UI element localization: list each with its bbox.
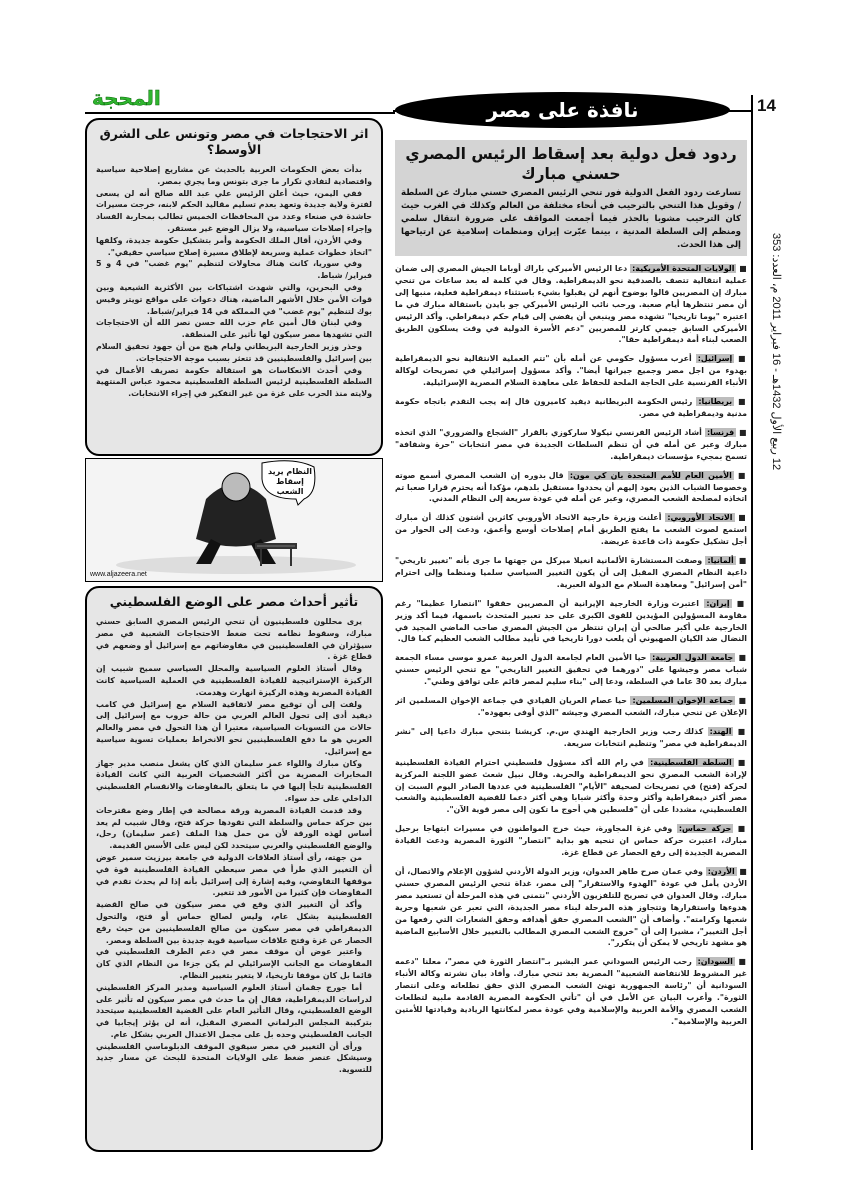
paragraph: وفي أحدث الانعكاسات هو استقالة حكومة تصريف الأعمال في السلطة الفلسطينية لرئيس السلطة الفلسطينية محمود عباس المنتهية ولايته منذ الحرب على غزة من غير التفكير في إجراء الانتخابات. (96, 365, 372, 399)
lead-headline: ردود فعل دولية بعد إسقاط الرئيس المصري حسني مبارك (405, 145, 737, 183)
reactions-column (395, 263, 747, 1150)
paragraph: أما جورج جقمان أستاذ العلوم السياسية ومدير المركز الفلسطيني لدراسات الديمقراطية، فقال إن ما حدث في مصر سيكون له تأثير على الوضع الفلسطيني، وقال التأثير العام على القضية الفلسطينية سيتحدد بتركيبة المجلس البرلماني المصري المقبل، أنه لن يؤثر إيجابيا في الجانب الفلسطيني وحده بل على مجمل الاعتدال العربي بشكل عام. (96, 982, 372, 1039)
reaction-item: ■ جامعة الدول العربية: حيا الأمين العام لجامعة الدول العربية عمرو موسى مساء الجمعة شباب مصر وجيشها على "دورهما في تحقيق التغيير التاريخي" مع تنحي الرئيس حسني مبارك بعد 30 عاما في السلطة، ودعا إلى "بناء سليم لمصر قائم على توافق وطني". (395, 653, 747, 687)
right-column (395, 140, 747, 1150)
paragraph: وقد قدمت القيادة المصرية ورقة مصالحة في إطار وضع مقترحات بين حركة حماس والسلطة التي تقودها حركة فتح، وقال شبيب لم يعد أساس لهذه الورقة لأن من حمل هذا الملف (عمر سليمان) رحل، والوضع الفلسطيني والعربي سيتحدد لكن ليس على الأسس القديمة. (96, 805, 372, 851)
reaction-item: ■ السلطة الفلسطينية: في رام الله أكد مسؤول فلسطيني احترام القيادة الفلسطينية لإرادة الشعب المصري نحو الديمقراطية والحرية. وقال نبيل شعث عضو اللجنة المركزية لحركة (فتح) في تصريحات لصحيفة "الأيام" الفلسطينية في عددها الصادر اليوم السبت إن مصر أكثر ديمقراطية وأكثر وحدة وأكثر شبابا وهي أكثر دعما للقضية الفلسطينية والشعب الفلسطيني، مشددا على أن "فلسطين هي أحوج ما تكون إلى مصر قوية الآن". (395, 757, 747, 815)
reaction-text: أشاد الرئيس الفرنسي نيكولا ساركوزي بالقرار "الشجاع والضروري" الذي اتخذه مبارك وعبر عن أمله في أن تنظم السلطات الجديدة في مصر انتخابات "حرة وشفافة" تسمح بمجيء مؤسسات ديمقراطية. (395, 427, 747, 461)
reaction-item: ■ الأمين العام للأمم المتحدة بان كي مون: قال بدوره إن الشعب المصري أسمع صوته وخصوصا الشباب الذين يعود إليهم أن يحددوا مستقبل بلدهم، مؤكدا أنه يحترم قرارا صعبا تم اتخاذه لمصلحة الشعب المصري، وعبر عن أمله في عودة سريعة إلى النظام المدني. (395, 470, 747, 504)
paragraph: واعتبر عوض أن موقف مصر في دعم الطرف الفلسطيني في المفاوضات مع الجانب الإسرائيلي لم يكن جزءا من النظام الذي كان قائما بل كان موقفا تاريخيا، لا يتغير بتغيير النظام. (96, 947, 372, 980)
reaction-country: الهند: (709, 726, 732, 736)
reaction-item: ■ ألمانيا: وصفت المستشارة الألمانية انغيلا ميركل من جهتها ما جرى بأنه "تغيير تاريخي" داعية النظام المصري المقبل إلى أن يكون التغيير السياسي سلميا ومنظما وإلى احترام "أمن إسرائيل" ومعاهدة السلام مع الدولة العبرية. (395, 556, 747, 589)
paragraph: ورأى أن التغيير في مصر سيقوي الموقف الدبلوماسي الفلسطيني وسيشكل عنصر ضغط على الولايات المتحدة للبحث عن مسار جديد للتسوية. (96, 1041, 372, 1075)
paragraph: وفي الأردن، أقال الملك الحكومة وأمر بتشكيل حكومة جديدة، وكلفها "اتخاذ خطوات عملية وسريعة لإطلاق مسيرة إصلاح سياسي حقيقي". (96, 235, 372, 257)
reaction-item: ■ فرنسا: أشاد الرئيس الفرنسي نيكولا ساركوزي بالقرار "الشجاع والضروري" الذي اتخذه مبارك وعبر عن أمله في أن تنظم السلطات الجديدة في مصر انتخابات "حرة وشفافة" تسمح بمجيء مؤسسات ديمقراطية. (395, 427, 747, 461)
reaction-text: كذلك رحب وزير الخارجية الهندي س.م. كريشنا بتنحي مبارك داعيا إلى "نشر الديمقراطية في مصر" وتنظيم انتخابات سريعة. (395, 726, 747, 748)
reaction-text: اعتبرت وزارة الخارجية الإيرانية أن المصريين حققوا "انتصارا عظيما" رغم مقاومة المسؤولين المؤيدين للقوى الكبرى على حد تعبير المتحدث باسمها، فيما أكد وزير الخارجية علي أكبر صالحي أن إيران تنتظر من الجيش المصري صاحب الماضي المجيد في النضال ضد الكيان الصهيوني أن يلعب دورا تاريخيا في تأييد مطالب الشعب العظيم كما قال. (395, 598, 747, 644)
reaction-item: ■ الهند: كذلك رحب وزير الخارجية الهندي س.م. كريشنا بتنحي مبارك داعيا إلى "نشر الديمقراطية في مصر" وتنظيم انتخابات سريعة. (395, 726, 747, 748)
reaction-country: حركة حماس: (678, 824, 732, 834)
paragraph: وفي لبنان قال أمين عام حزب الله حسن نصر الله أن الاحتجاجات التي تشهدها مصر سيكون لها تأثير على المنطقة. (96, 318, 372, 340)
reaction-item: ■ السودان: رحب الرئيس السوداني عمر البشير بـ"انتصار الثورة في مصر"، معلنا "دعمه غير المشروط للانتفاضة الشعبية" المصرية بعد تنحي مبارك. وأفاد بيان نشرته وكالة الأنباء السودانية أن "رئاسة الجمهورية تهنئ الشعب المصري الذي حقق تطلعاته وعلى انتصار الثورة". وأعرب البيان عن الأمل في أن "تأتي الحكومة المصرية القادمة ملبية لتطلعات الشعب المصري والأمة العربية والإسلامية وفي عودة مصر لمكانتها الريادية وقيادتها للأمتين العربية والإسلامية". (395, 957, 747, 1026)
reaction-text: وفي غزة المجاورة، حيث خرج المواطنون في مسيرات ابتهاجا برحيل مبارك، اعتبرت حركة حماس ان تنحيه هو بداية "انتصار" الثورة المصرية ودعت القيادة المصرية الجديدة إلى رفع الحصار عن قطاع غزة. (395, 824, 747, 858)
reaction-text: قال بدوره إن الشعب المصري أسمع صوته وخصوصا الشباب الذين يعود إليهم أن يحددوا مستقبل بلدهم، مؤكدا أنه يحترم قرارا صعبا تم اتخاذه لمصلحة الشعب المصري، وعبر عن أمله في عودة سريعة إلى النظام المدني. (395, 470, 747, 504)
reaction-country: ألمانيا: (707, 556, 734, 566)
reaction-country: السلطة الفلسطينية: (650, 757, 732, 767)
reaction-country: الأردن: (707, 866, 735, 876)
section-banner: نافذة على مصر (395, 92, 730, 128)
palestinian-impact-box (85, 586, 383, 1152)
reaction-country: الاتحاد الأوروبي: (667, 513, 733, 523)
column-rule (751, 95, 753, 1150)
reaction-country: إيران: (706, 598, 730, 608)
paragraph: بدأت بعض الحكومات العربية بالحديث عن مشاريع إصلاحية سياسية واقتصادية لتفادي تكرار ما جرى بتونس وما يجري بمصر. (96, 165, 372, 186)
reaction-text: حيا عصام العريان القيادي في جماعة الإخوان المسلمين اثر الإعلان عن تنحي مبارك، الشعب المصري وجيشه "الذي أوفى بعهوده". (395, 696, 747, 717)
paragraph: وقال أستاذ العلوم السياسية والمحلل السياسي سميح شبيب إن الركيزة الإستراتيجية للقيادة الفلسطينية في العملية السياسية كانت القيادة المصرية وهذه الركيزة انهارت وهدمت. (96, 664, 372, 697)
reaction-item: ■ إيران: اعتبرت وزارة الخارجية الإيرانية أن المصريين حققوا "انتصارا عظيما" رغم مقاومة المسؤولين المؤيدين للقوى الكبرى على حد تعبير المتحدث باسمها، فيما أكد وزير الخارجية علي أكبر صالحي أن إيران تنتظر من الجيش المصري صاحب الماضي المجيد في النضال ضد الكيان الصهيوني أن يلعب دورا تاريخيا في تأييد مطالب الشعب العظيم كما قال. (395, 598, 747, 644)
paragraph: وأكد أن التغيير الذي وقع في مصر سيكون في صالح القضية الفلسطينية بشكل عام، وليس لصالح حماس أو فتح، والتحول الديمقراطي في مصر سيكون من صالح الفلسطينيين من حيث رفع الحصار عن غزة وفتح علاقات سياسية قوية جديدة بين السلطة ومصر. (96, 900, 372, 945)
reaction-country: بريطانيا: (698, 397, 733, 407)
reaction-text: أعلنت وزيرة خارجية الاتحاد الأوروبي كاثرين أشتون كذلك أن مبارك استمع لصوت الشعب ما يفتح الطريق أمام إصلاحات أوسع وأعمق، ودعت إلى الحوار من أجل تشكيل حكومة ذات قاعدة عريضة. (395, 513, 747, 547)
political-cartoon (85, 458, 383, 582)
cartoon-speech: النظام يريد إسقاط الشعب (267, 467, 313, 496)
protests-impact-box (85, 118, 383, 456)
reaction-item: ■ جماعة الإخوان المسلمين: حيا عصام العريان القيادي في جماعة الإخوان المسلمين اثر الإعلان عن تنحي مبارك، الشعب المصري وجيشه "الذي أوفى بعهوده". (395, 696, 747, 717)
reaction-text: في رام الله أكد مسؤول فلسطيني احترام القيادة الفلسطينية لإرادة الشعب المصري نحو الديمقراطية والحرية. وقال نبيل شعث عضو اللجنة المركزية لحركة (فتح) في تصريحات لصحيفة "الأيام" الفلسطينية في عددها الصادر اليوم السبت إن مصر أكثر ديمقراطية وأكثر وحدة وأكثر شبابا وهي أكثر دعما للقضية الفلسطينية والشعب الفلسطيني، مشددا على أن "فلسطين هي أحوج ما تكون إلى مصر قوية الآن". (395, 757, 747, 815)
reaction-country: جماعة الإخوان المسلمين: (632, 696, 734, 706)
reaction-item: ■ بريطانيا: رئيس الحكومة البريطانية ديفيد كاميرون قال إنه يجب التقدم باتجاه حكومة مدنية وديمقراطية في مصر. (395, 397, 747, 418)
reaction-country: جامعة الدول العربية: (652, 653, 734, 663)
reaction-text: دعا الرئيس الأميركي باراك أوباما الجيش المصري إلى ضمان عملية انتقالية تتصف بالصدقية نحو الديمقراطية. وقال في كلمة له بعد ساعات من تنحي مبارك إن المصريين قالوا بوضوح أنهم لن يقبلوا بشيء باستثناء ديمقراطية فعلية، منبها إلى أن مصر تنتظرها أيام صعبة. ورحب نائب الرئيس الأميركي جو بايدن باستقالة مبارك في ما اعتبره "يوما تاريخيا" تشهده مصر وينبغي أن يفضي إلى قيام حكم ديمقراطي. وأكد الرئيس الأميركي السابق جيمي كارتر للمصريين "دعم الأسرة الدولية في وقت يسلكون الطريق الصعب لبناء أمة ديمقراطية حقا". (395, 264, 747, 345)
reaction-country: السودان: (697, 957, 733, 967)
reaction-country: فرنسا: (706, 427, 735, 437)
reaction-item: ■ الاتحاد الأوروبي: أعلنت وزيرة خارجية الاتحاد الأوروبي كاثرين أشتون كذلك أن مبارك استمع لصوت الشعب ما يفتح الطريق أمام إصلاحات أوسع وأعمق، ودعت إلى الحوار من أجل تشكيل حكومة ذات قاعدة عريضة. (395, 513, 747, 547)
paragraph: يرى محللون فلسطينيون أن تنحي الرئيس المصري السابق حسني مبارك، وسقوط نظامه تحت ضغط الاحتجاجات الشعبية في مصر سيؤثران في الفلسطينيين في مفاوضاتهم مع إسرائيل أو وضعهم في قطاع غزة . (96, 617, 372, 662)
reaction-item: ■ الأردن: وفي عمان صرح طاهر العدوان، وزير الدولة الأردني لشؤون الإعلام والاتصال، أن الأردن يأمل في عودة "الهدوء والاستقرار" إلى مصر، غداة تنحي الرئيس المصري حسني مبارك. وقال العدوان في تصريح للتلفزيون الأردني "نتمنى في هذه المرحلة أن تستعيد مصر هدوءها واستقرارها وتتجاوز هذه المرحلة لبناء مصر الجديدة، التي تعبر عن شعبها وحرية شعبها وكرامته". وأضاف أن "الشعب المصري حقق أهدافه وحقق الشعارات التي رفعها من أجل التغيير"، مشيرا إلى أن "خروج الشعب المصري المطالب بالتغيير خلال الأسابيع الماضية هو مشهد تاريخي لا يمكن أن يتكرر". (395, 866, 747, 948)
issue-date: 12 ربيع الأول 1432هـ - 16 فبراير 2011 م، العدد: 353 (770, 232, 782, 470)
newspaper-logo: المحجة (92, 86, 161, 110)
box-title: اثر الاحتجاجات في مصر وتونس على الشرق الأوسط؟ (99, 126, 369, 157)
header-rule-left (85, 112, 395, 114)
paragraph: وفي سوريا، كانت هناك محاولات لتنظيم "يوم غضب" في 4 و 5 فبراير/ شباط. (96, 259, 372, 281)
page-number: 14 (757, 96, 776, 115)
reaction-text: رحب الرئيس السوداني عمر البشير بـ"انتصار الثورة في مصر"، معلنا "دعمه غير المشروط للانتفاضة الشعبية" المصرية بعد تنحي مبارك. وأفاد بيان نشرته وكالة الأنباء السودانية أن "رئاسة الجمهورية تهنئ الشعب المصري الذي حقق تطلعاته وعلى انتصار الثورة". وأعرب البيان عن الأمل في أن "تأتي الحكومة المصرية القادمة ملبية لتطلعات الشعب المصري والأمة العربية والإسلامية وفي عودة مصر لمكانتها الريادية وقيادتها للأمتين العربية والإسلامية". (395, 957, 747, 1026)
cartoon-illustration (86, 459, 383, 582)
paragraph: وكان مبارك واللواء عمر سليمان الذي كان يشغل منصب مدير جهاز المخابرات المصرية من أكثر الشخصيات العربية التي كانت القيادة الفلسطينية تلجأ إليها في ما يتعلق بالمفاوضات والانقسام الفلسطيني الداخلي على حد سواء. (96, 758, 372, 803)
reaction-text: حيا الأمين العام لجامعة الدول العربية عمرو موسى مساء الجمعة شباب مصر وجيشها على "دورهما في تحقيق التغيير التاريخي" مع تنحي الرئيس حسني مبارك بعد 30 عاما في السلطة، ودعا إلى "بناء سليم لمصر قائم على توافق وطني". (395, 653, 747, 687)
reaction-item: ■ إسرائيل: أعرب مسؤول حكومي عن أمله بأن "تتم العملية الانتقالية نحو الديمقراطية بهدوء من اجل مصر وجميع جيرانها أيضا". وأكد مسؤول إسرائيلي في تصريحات لوكالة الأنباء الفرنسية على الحاجة الملحة للحفاظ على معاهدة السلام المصرية الإسرائيلية. (395, 354, 747, 388)
cartoon-credit: www.aljazeera.net (90, 571, 147, 578)
reaction-country: الولايات المتحدة الأمريكية: (632, 264, 735, 273)
reaction-country: الأمين العام للأمم المتحدة بان كي مون: (569, 470, 732, 480)
reaction-text: وصفت المستشارة الألمانية انغيلا ميركل من جهتها ما جرى بأنه "تغيير تاريخي" داعية النظام المصري المقبل إلى أن يكون التغيير السياسي سلميا ومنظما وإلى احترام "أمن إسرائيل" ومعاهدة السلام مع الدولة العبرية. (395, 556, 747, 589)
reaction-text: أعرب مسؤول حكومي عن أمله بأن "تتم العملية الانتقالية نحو الديمقراطية بهدوء من اجل مصر وجميع جيرانها أيضا". وأكد مسؤول إسرائيلي في تصريحات لوكالة الأنباء الفرنسية على الحاجة الملحة للحفاظ على معاهدة السلام المصرية الإسرائيلية. (395, 354, 747, 388)
paragraph: وفي البحرين، والتي شهدت اشتباكات بين الأكثرية الشيعية وبين قوات الأمن خلال الأشهر الماضية، هناك دعوات على مواقع تويتر وفيس بوك لتنظيم "يوم غضب" في المملكة في 14 فبراير/شباط. (96, 282, 372, 316)
reaction-item: ■ حركة حماس: وفي غزة المجاورة، حيث خرج المواطنون في مسيرات ابتهاجا برحيل مبارك، اعتبرت حركة حماس ان تنحيه هو بداية "انتصار" الثورة المصرية ودعت القيادة المصرية الجديدة إلى رفع الحصار عن قطاع غزة. (395, 824, 747, 858)
paragraph: وحذر وزير الخارجية البريطاني وليام هيج من أن جهود تحقيق السلام بين إسرائيل والفلسطينيين قد تتعثر بسبب موجة الاحتجاجات. (96, 341, 372, 363)
paragraph: من جهته، رأى أستاذ العلاقات الدولية في جامعة بيرزيت سمير عوض أن التغيير الذي طرأ في مصر سيعطي القيادة الفلسطينية قوة في موقفها التفاوضي، وفيه إشارة إلى إسرائيل بأنه إذا لم يحدث تقدم في المفاوضات فإن كثيرا من الأمور قد تتغير. (96, 852, 372, 898)
paragraph: ولفت إلى أن توقيع مصر لاتفاقية السلام مع إسرائيل في كامب ديفيد أدى إلى تحول العالم العربي من حالة حروب مع إسرائيل إلى حالات من التسويات السياسية، معتبرا أن هذا التحول في مصر والعالم العربي هو ما دفع الفلسطينيين نحو الانخراط بعمليات تسوية سياسية مع إسرائيل. (96, 699, 372, 756)
box-title: تأثير أحداث مصر على الوضع الفلسطيني (109, 594, 359, 609)
reaction-country: إسرائيل: (697, 354, 733, 364)
paragraph: ففي اليمن، حيث أعلن الرئيس علي عبد الله صالح أنه لن يسعى لفترة ولاية جديدة وتعهد بعدم تسليم مقاليد الحكم لابنه، خرجت مسيرات حاشدة في صنعاء وعدد من المحافظات الخميس تطالب بمحاربة الفساد وإجراء إصلاحات سياسية، ولا يزال الوضع غير مستقر. (96, 188, 372, 233)
reaction-text: وفي عمان صرح طاهر العدوان، وزير الدولة الأردني لشؤون الإعلام والاتصال، أن الأردن يأمل في عودة "الهدوء والاستقرار" إلى مصر، غداة تنحي الرئيس المصري حسني مبارك. وقال العدوان في تصريح للتلفزيون الأردني "نتمنى في هذه المرحلة أن تستعيد مصر هدوءها واستقرارها وتتجاوز هذه المرحلة لبناء مصر الجديدة، التي تعبر عن شعبها وحرية شعبها وكرامته". وأضاف أن "الشعب المصري حقق أهدافه وحقق الشعارات التي رفعها من أجل التغيير"، مشيرا إلى أن "خروج الشعب المصري المطالب بالتغيير خلال الأسابيع الماضية هو مشهد تاريخي لا يمكن أن يتكرر". (395, 866, 747, 948)
lead-summary: تسارعت ردود الفعل الدولية فور تنحي الرئيس المصري حسني مبارك عن السلطة / وقوبل هذا التنحي بالترحيب في أنحاء مختلفة من العالم وكذلك في الغرب حيث كان الترحيب مشوبا بالحذر فيما أجمعت المواقف على ضرورة انتقال سلمي ومنظم إلى السلطة المدنية ، بينما عبّرت إيران ومنظمات إسلامية عن ارتياحها إلى هذا الحدث. (401, 188, 741, 250)
lead-article (395, 140, 747, 256)
reaction-text: رئيس الحكومة البريطانية ديفيد كاميرون قال إنه يجب التقدم باتجاه حكومة مدنية وديمقراطية في مصر. (395, 397, 747, 418)
reaction-item: ■ الولايات المتحدة الأمريكية: دعا الرئيس الأميركي باراك أوباما الجيش المصري إلى ضمان عملية انتقالية تتصف بالصدقية نحو الديمقراطية. وقال في كلمة له بعد ساعات من تنحي مبارك إن المصريين قالوا بوضوح أنهم لن يقبلوا بشيء باستثناء ديمقراطية فعلية، منبها إلى أن مصر تنتظرها أيام صعبة. ورحب نائب الرئيس الأميركي جو بايدن باستقالة مبارك في ما اعتبره "يوما تاريخيا" تشهده مصر وينبغي أن يفضي إلى قيام حكم ديمقراطي. وأكد الرئيس الأميركي السابق جيمي كارتر للمصريين "دعم الأسرة الدولية في وقت يسلكون الطريق الصعب لبناء أمة ديمقراطية حقا". (395, 264, 747, 345)
